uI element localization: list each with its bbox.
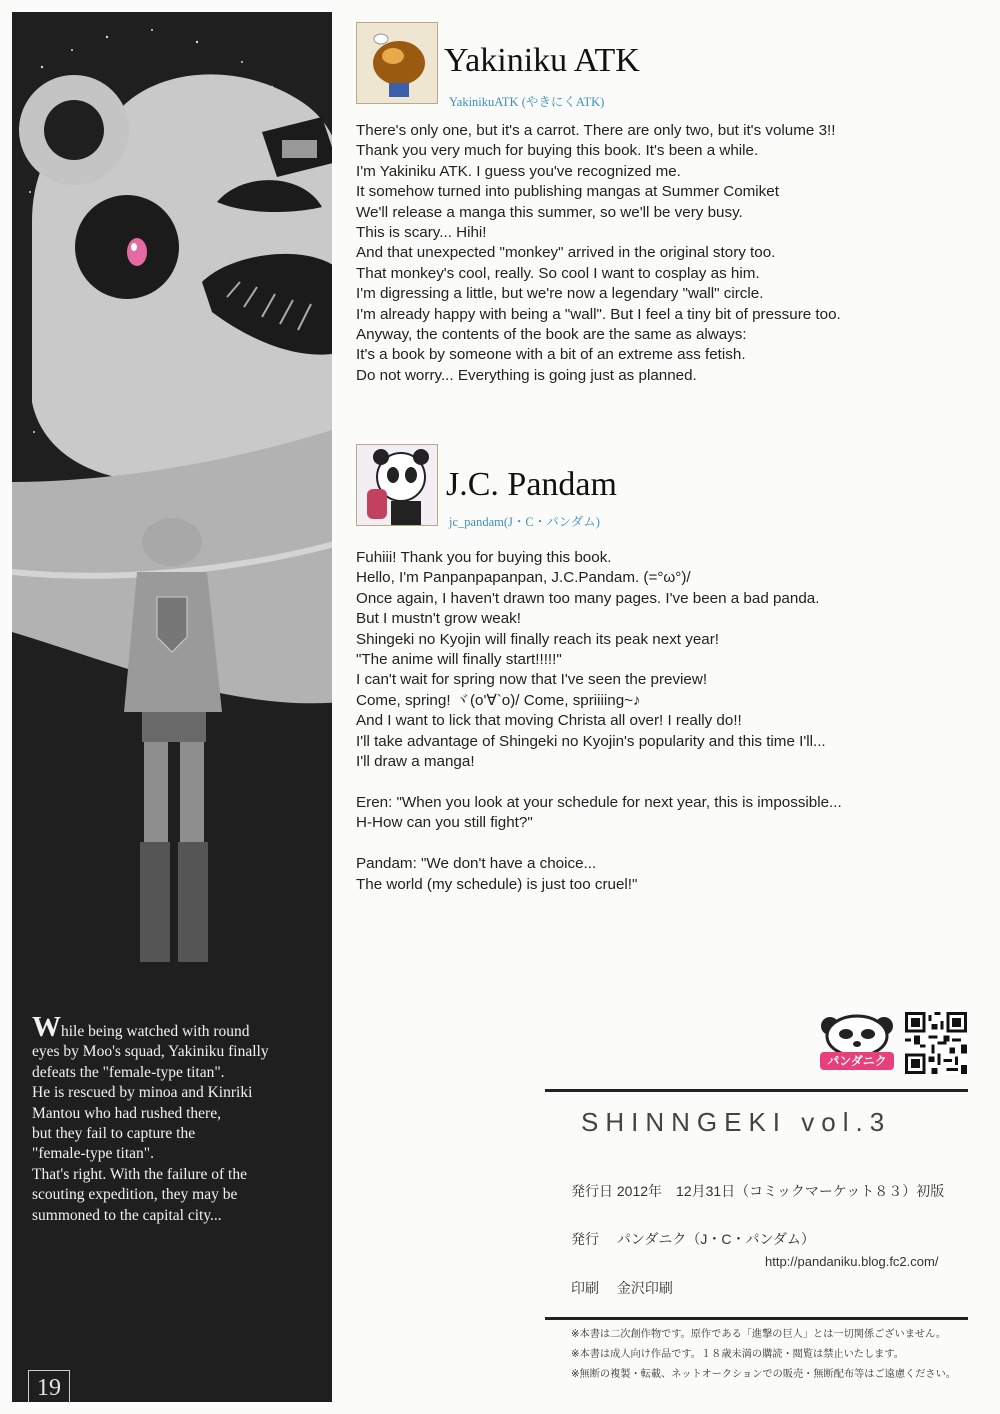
legal-note: ※本書は成人向け作品です。１８歳未満の購読・閲覧は禁止いたします。 — [571, 1349, 904, 1360]
author-handle-yakiniku: YakinikuATK (やきにくATK) — [449, 95, 605, 109]
qr-code-icon[interactable] — [905, 1012, 967, 1074]
publisher-label: 発行 — [571, 1231, 599, 1247]
author-message-pandam: Fuhiii! Thank you for buying this book. Hello, I'm Panpanpapanpan, J.C.Pandam. (=°ω°)/ Once again, I haven't drawn too many pages. I've been a bad panda. But I mustn't grow weak! Shingeki no Kyojin will finally reach its peak next year! "The anime will finally start!!!!!" I can't wait for spring now that I've seen the preview! Come, spring! ヾ(o'∀`o)/ Come, spriiiing~♪ And I want to lick that moving Christa all over! I really do!! I'll take advantage of Shingeki no Kyojin's popularity and this time I'll... I'll draw a manga! Eren: "When you look at your schedule for next year, this is impossible... H-How can you still fight?" Pandam: "We don't have a choice... The world (my schedule) is just too cruel!" — [356, 549, 842, 893]
published-label: 発行日 — [571, 1183, 613, 1199]
bear-eye — [75, 195, 179, 299]
pandaniku-logo — [816, 1012, 898, 1072]
legal-notes — [571, 1325, 981, 1385]
author-handle-pandam: jc_pandam(J・C・パンダム) — [449, 515, 600, 529]
standing-figure — [124, 518, 222, 962]
author-name-pandam: J.C. Pandam — [446, 466, 617, 503]
publisher-value: パンダニク（J・C・パンダム） — [616, 1231, 815, 1247]
pandam-avatar-icon — [356, 444, 438, 526]
caption-text: hile being watched with round eyes by Moo's squad, Yakiniku finally defeats the "female-type titan". He is rescued by minoa and Kinriki Mantou who had rushed there, but they fail to capture the "female-type titan". That's right. With the failure of the scouting expedition, they may be summoned to the capital city... — [32, 1023, 269, 1224]
printer-value: 金沢印刷 — [616, 1280, 673, 1296]
illustration-panel — [12, 12, 332, 1402]
published-row — [571, 1181, 944, 1201]
yakiniku-avatar-icon — [356, 22, 438, 104]
publisher-url-link[interactable]: http://pandaniku.blog.fc2.com/ — [765, 1254, 939, 1269]
printer-row — [571, 1278, 673, 1298]
logo-text: パンダニク — [827, 1054, 887, 1068]
story-caption — [32, 1011, 332, 1226]
printer-label: 印刷 — [571, 1280, 599, 1296]
book-title: SHINNGEKI vol.3 — [581, 1107, 892, 1137]
legal-note: ※無断の複製・転載、ネットオークションでの販売・無断配布等はご遠慮ください。 — [571, 1369, 956, 1380]
legal-note: ※本書は二次創作物です。原作である「進撃の巨人」とは一切関係ございません。 — [571, 1329, 947, 1340]
colophon-top-rule — [545, 1089, 968, 1092]
publisher-row — [571, 1229, 815, 1249]
page-number: 19 — [28, 1370, 70, 1402]
author-name-yakiniku: Yakiniku ATK — [444, 42, 640, 79]
colophon-bottom-rule — [545, 1317, 968, 1320]
published-value: 2012年 12月31日（コミックマーケット８３）初版 — [616, 1183, 945, 1199]
author-message-yakiniku: There's only one, but it's a carrot. There are only two, but it's volume 3!! Thank you very much for buying this book. It's been a while. I'm Yakiniku ATK. I guess you've recognized me. It somehow turned into publishing mangas at Summer Comiket We'll release a manga this summer, so we'll be very busy. This is scary... Hihi! And that unexpected "monkey" arrived in the original story too. That monkey's cool, really. So cool I want to cosplay as him. I'm digressing a little, but we're now a legendary "wall" circle. I'm already happy with being a "wall". But I feel a tiny bit of pressure too. Anyway, the contents of the book are the same as always: It's a book by someone with a bit of an extreme ass fetish. Do not worry... Everything is going just as planned. — [356, 122, 841, 384]
caption-drop-cap: W — [32, 1011, 61, 1043]
